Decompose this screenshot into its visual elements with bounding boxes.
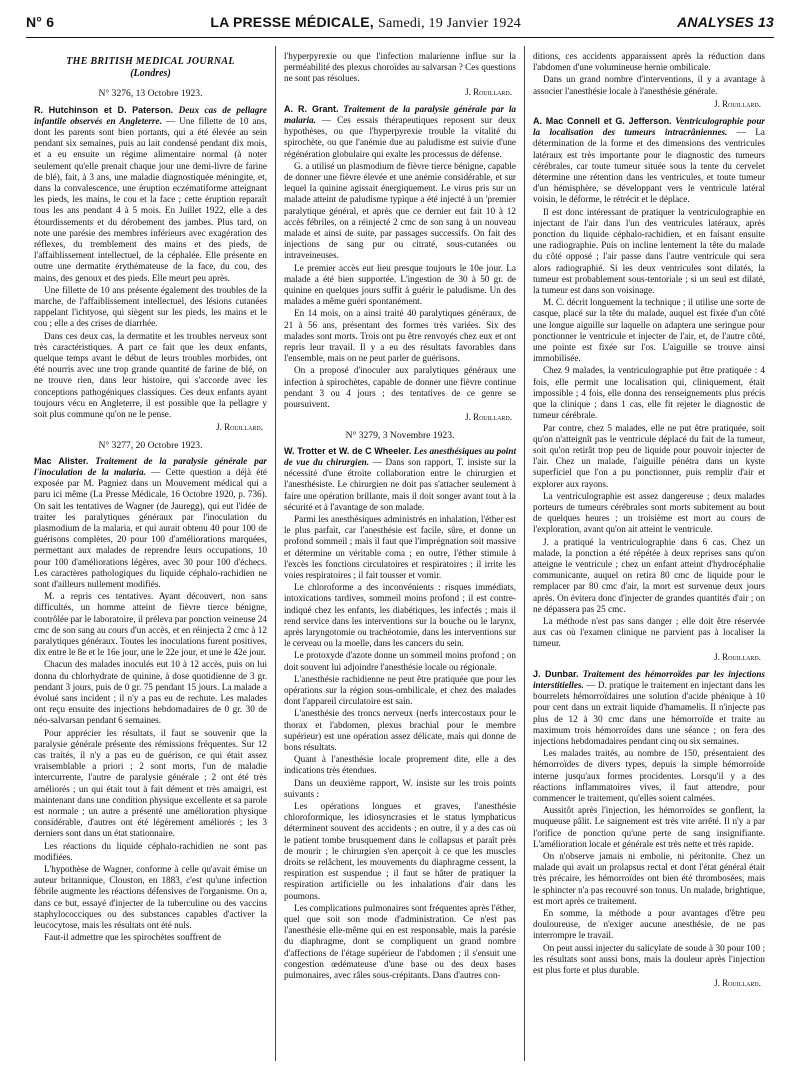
issue-date: Samedi, 19 Janvier 1924 (377, 16, 521, 31)
article-paragraph: Il est donc intéressant de pratiquer la ventriculographie en injectant de l'air dans l'un des ventricules latéraux, après ponction du liquide céphalo-rachidien, et en faisant ensuite une radiographie. Puis on incline lentement la tête du malade du côté opposé ; l'air passe dans l'autre ventricule qui sera alors radiographié. Si les deux ventricules sont dilatés, la tumeur est probablement sous-tentoriale ; si un seul est dilaté, la tumeur est dans son voisinage. (533, 206, 765, 296)
article-title: Traitement de la paralysie générale par l'inoculation de la malaria. (34, 455, 267, 477)
journal-name: LA PRESSE MÉDICALE, (210, 14, 374, 30)
article-paragraph: Faut-il admettre que les spirochètes souffrent de (44, 932, 221, 943)
article-paragraph: On n'observe jamais ni embolie, ni péritonite. Chez un malade qui avait un prolapsus rectal et dont l'état général était très précaire, les hémorroïdes ont bien été thrombosées, mais le sphincter n'a pas recouvré son tonus. Un malade, brightique, est mort après ce traitement. (533, 851, 765, 906)
article-paragraph: En 14 mois, on a ainsi traité 40 paralytiques généraux, de 21 à 56 ans, présentant des formes très variées. Six des malades sont morts. Trois ont pu être renvoyés chez eux et ont repris leur travail. Il y a eu des résultats favorables dans l'ensemble, mais on ne peut parler de guérisons. (284, 308, 516, 364)
column-2 (275, 46, 524, 1061)
article-paragraph: L'hypothèse de Wagner, conforme à celle qu'avait émise un auteur britannique, Clouston, en 1883, c'est qu'une infection fébrile augmente les réactions défensives de l'organisme. On a, dans ce but, essayé d'injecter de la tuberculine ou des vaccins staphylococciques ou des substances capables d'activer la leucocytose, mais les résultats ont été nuls. (34, 864, 267, 931)
article-paragraph (284, 446, 516, 513)
issue-heading: N° 3279, 3 Novembre 1923. (345, 429, 455, 441)
article-author: R. Hutchinson et D. Paterson. (34, 104, 174, 115)
article-author: W. Trotter et W. de C Wheeler. (284, 445, 412, 456)
article-title: Ventriculographie pour la localisation des tumeurs intracrâniennes. (533, 116, 766, 138)
article-paragraph: Le chloroforme a des inconvénients : risques immédiats, intoxications tardives, sommeil moins profond ; il est contre-indiqué chez les enfants, les diabétiques, les infectés ; mais il rend service dans les interventions sur la bouche ou le larynx, après laryngotomie ou trachéotomie, dans les interventions sur le cerveau ou la moelle, dans les cancers du sein. (284, 582, 516, 649)
article-paragraph (284, 104, 516, 160)
article-text: — Cette question a déjà été exposée par M. Pagniez dans un Mouvement médical qui a paru ici même (La Presse Médicale, 16 Octobre 1920, p. 736). On sait les tentatives de Wagner (de Jauregg), qui eut l'idée de traiter les paralytiques généraux par l'inoculation du plasmodium de la malaria, et qui aurait obtenu 40 pour 100 de guérisons complètes, 20 pour 100 d'améliorations marquées, permettant aux malades de reprendre leurs occupations, 10 pour 100 d'améliorations légères, avec 30 pour 100 d'échecs. Les caractères pathologiques du liquide céphalo-rachidien ne sont d'ailleurs nullement modifiés. (34, 466, 267, 589)
article-author: Mac Alister. (34, 455, 89, 466)
article-author: A. R. Grant. (284, 103, 339, 114)
article-paragraph: Parmi les anesthésiques administrés en inhalation, l'éther est le plus parfait, car l'anesthésie est facile, sûre, et donne un profond sommeil ; mais il faut que l'imprégnation soit massive et détermine un véritable coma ; en outre, l'éther stimule à l'excès les fonctions circulatoires et respiratoires ; il irrite les voies respiratoires ; il fait tousser et vomir. (284, 513, 516, 580)
article-author: J. Dunbar. (533, 668, 579, 679)
article-paragraph: Les malades traités, au nombre de 150, présentaient des hémorroïdes de divers types, depuis la simple hémorroïde interne jusqu'aux formes procidentes. Lorsqu'il y a des réactions inflammatoires vives, il faut attendre, pour commencer le traitement, qu'elles soient calmées. (533, 748, 765, 803)
article-text: — D. pratique le traitement en injectant dans les bourrelets hémorroïdaires une solution d'acide phénique à 10 pour cent dans un extrait liquide d'hamamelis. Il n'injecte pas plus de 12 à 30 cmc dans une hémorroïde et traite au maximum trois hémorroïdes dans une séance ; on fera des injections hebdomadaires pendant cinq ou six semaines. (533, 679, 765, 746)
article-paragraph: On a proposé d'inoculer aux paralytiques généraux une infection à spirochètes, capable de donner une fièvre continue pendant 3 ou 4 jours ; des tentatives de ce genre se poursuivent. (284, 365, 516, 410)
running-title (210, 14, 521, 32)
article-paragraph: La méthode n'est pas sans danger ; elle doit être réservée aux cas où l'examen clinique ne parvient pas à localiser la tumeur. (533, 615, 765, 649)
article-paragraph: M. C. décrit longuement la technique ; il utilise une sorte de casque, placé sur la tête du malade, auquel est fixée d'un côté une longue aiguille sur laquelle on adaptera une seringue pour ponctionner le ventricule et injecter de l'air, et, de l'autre côté, une pointe est fixée sur l'os. L'aiguille se trouve ainsi immobilisée. (533, 297, 765, 364)
article-paragraph: L'anesthésie des troncs nerveux (nerfs intercostaux pour le thorax et l'abdomen, plexus brachial pour le membre supérieur) est une opération assez délicate, mais qui donne de bons résultats. (284, 708, 516, 752)
article-paragraph (34, 105, 267, 284)
article-paragraph: l'hyperpyrexie ou que l'infection malarienne influe sur la perméabilité des plexus choroïdes au salvarsan ? Ces questions ne sont pas résolues. (284, 51, 516, 84)
article-paragraph: On peut aussi injecter du salicylate de soude à 30 pour 100 ; les résultats sont aussi bons, mais la douleur après l'injection est plus forte et plus durable. (533, 942, 765, 976)
article-title: Les anesthésiques au point de vue du chirurgien. (284, 445, 517, 467)
article-paragraph: Dans un grand nombre d'interventions, il y a avantage à associer l'anesthésie locale à l'anesthésie générale. (533, 74, 765, 96)
article-text: — Une fillette de 10 ans, dont les parents sont bien portants, qui a été élevée au sein pendant six semaines, puis au lait condensé pendant dix mois, et a eu ensuite un régime alimentaire normal (à noter seulement qu'elle prenait chaque jour une demi-livre de farine de blé), fait, à 3 ans, une maladie diagnostiquée méningite, et, dans la convalescence, une éruption eczématiforme atteignant les pieds, les mains, le cou et la face ; cette éruption reparaît tous les ans pendant 4 à 5 mois. En Juillet 1922, elle a des étourdissements et du dérobement des jambes. Plus tard, on note une parésie des membres inférieurs avec exagération des réflexes, du tremblement des mains et des pieds, de l'affaiblissement intellectuel, de la céphalée. Elle présente en outre une dermatite érythémateuse de la face, du cou, des mains, des genoux et des pieds. Elle meurt peu après. (34, 115, 267, 283)
column-3 (524, 46, 773, 1061)
article-paragraph: Les opérations longues et graves, l'anesthésie chloroformique, les idiosyncrasies et le status lymphaticus déterminent souvent des accidents ; en outre, il y a des cas où le patient tombe brusquement dans le collapsus et paraît près de mourir ; le chirurgien s'en aperçoit à ce que les muscles droits se relâchent, les mouvements du diaphragme cessent, la respiration est suspendue ; il faut se hâter de pratiquer la respiration artificielle ou les inhalations d'air dans les poumons. (284, 801, 516, 901)
signature: J. Rouillard. (714, 98, 761, 109)
article-paragraph: Quant à l'anesthésie locale proprement dite, elle a des indications très étendues. (284, 754, 516, 776)
article-paragraph (34, 456, 267, 590)
article-paragraph: Le premier accès eut lieu presque toujours le 10e jour. La malade a été bien supportée. L'ingestion de 30 à 50 gr. de quinine en quelques jours suffit à guérir le paludisme. Un des malades a même guéri spontanément. (284, 262, 516, 307)
column-1 (26, 46, 275, 1061)
article-paragraph: Pour apprécier les résultats, il faut se souvenir que la paralysie générale présente des rémissions fréquentes. Sur 12 cas traités, il n'y a pas eu de guérison, ce qui était assez vraisemblable a priori ; 2 sont morts, l'un de maladie intercurrente, l'autre de paralysie générale ; 2 ont été très améliorés ; un qui était tout à fait dément et très amaigri, est maintenant dans une condition physique excellente et sa parole est normale ; un autre a présenté une amélioration physique considérable, d'autres ont été légèrement améliorés ; les 3 derniers sont dans un état stationnaire. (34, 727, 267, 839)
article-text: — Ces essais thérapeutiques reposent sur deux hypothèses, ou que l'hyperpyrexie trouble la vitalité du spirochète, ou que l'anémie due au paludisme est suivie d'une régénération globulaire qui exalte les processus de défense. (284, 115, 516, 159)
article-paragraph: Le protoxyde d'azote donne un sommeil moins profond ; on doit souvent lui adjoindre l'anesthésie locale ou régionale. (284, 650, 516, 672)
page-header (26, 14, 774, 38)
source-journal: THE BRITISH MEDICAL JOURNAL (66, 56, 235, 67)
issue-number: N° 6 (26, 14, 55, 30)
article-paragraph: J. a pratiqué la ventriculographie dans 6 cas. Chez un malade, la ponction a été répétée à deux reprises sans qu'on atteigne le ventricule ; chez un enfant atteint d'hydrocéphalie communicante, auquel on retira 80 cmc de liquide pour le remplacer par 80 cmc d'air, la mort est survenue deux jours après. On évitera donc d'injecter de grandes quantités d'air ; on ne dépassera pas 25 cmc. (533, 536, 765, 614)
article-paragraph: Dans ces deux cas, la dermatite et les troubles nerveux sont très caractéristiques. A part ce fait que les deux enfants, quelque temps avant le début de leurs troubles morbides, ont été nourris avec une trop grande quantité de farine de blé, on ne trouve rien, dans leur histoire, qui s'accorde avec les conceptions pathogéniques classiques. Ces deux enfants ayant toujours vécu en Angleterre, il est possible que la pellagre y soit plus commune qu'on ne le pense. (34, 330, 267, 420)
article-paragraph: Les complications pulmonaires sont fréquentes après l'éther, quel que soit son mode d'administration. Ce n'est pas l'anesthésie elle-même qui en est responsable, mais la parésie du diaphragme, dont se compliquent un grand nombre d'affections de l'étage supérieur de l'abdomen ; il s'ensuit une congestion œdémateuse d'une base ou des deux bases pulmonaires, avec râles sous-crépitants. Dans d'autres con- (284, 902, 516, 981)
article-title: Deux cas de pellagre infantile observés en Angleterre. (34, 104, 268, 126)
issue-heading: N° 3277, 20 Octobre 1923. (98, 439, 203, 451)
article-paragraph: Les réactions du liquide céphalo-rachidien ne sont pas modifiées. (34, 840, 267, 862)
article-paragraph: G. a utilisé un plasmodium de fièvre tierce bénigne, capable de donner une fièvre élevée et une anémie considérable, et sur lequel la quinine agissait énergiquement. Le virus pris sur un malade atteint de paludisme typique a été injecté à un 'premier paralytique général, et après que ce dernier eut fait 10 à 12 accès fébriles, on a réinjecté 2 cmc de son sang à un nouveau malade et ainsi de suite, par passages successifs. On fait des injections de sang pur ou citraté, sous-cutanées ou intraveineuses. (284, 160, 516, 261)
article-paragraph: En somme, la méthode a pour avantages d'être peu douloureuse, de n'exiger aucune anesthésie, de ne pas interrompre le travail. (533, 908, 765, 941)
signature: J. Rouillard. (714, 978, 761, 989)
article-paragraph: M. a repris ces tentatives. Ayant découvert, non sans difficultés, un homme atteint de fièvre tierce bénigne, contrôlée par le laboratoire, il préleva par ponction veineuse 24 cmc de son sang au cours d'un accès, et en réinjecta 2 cmc à 12 paralytiques généraux. Toutes les inoculations furent positives, dix entre le 8e et le 16e jour, une le 22e jour, et une le 42e jour. (34, 591, 267, 658)
article-paragraph: Chacun des malades inoculés eut 10 à 12 accès, puis on lui donna du chlorhydrate de quinine, à dose quotidienne de 3 gr. pendant 3 jours, puis de 0 gr. 75 pendant 15 jours. La malade a évolué sans incident ; il n'y a pas eu de rechute. Les malades ont reçu ensuite des injections hebdomadaires de 0 gr. 30 de néo-salvarsan pendant 6 semaines. (34, 659, 267, 726)
article-title: Traitement des hémorroïdes par les injections interstitielles. (533, 668, 766, 690)
article-author: A. Mac Connell et G. Jefferson. (533, 116, 672, 127)
article-paragraph: Dans un deuxième rapport, W. insiste sur les trois points suivants : (284, 777, 516, 799)
article-paragraph: Chez 9 malades, la ventriculographie put être pratiquée : 4 fois, elle permit une localisation qui, cliniquement, était impossible ; 4 fois, elle donna des renseignements plus précis que la clinique ; dans 1 cas, elle fit rejeter le diagnostic de tumeur cérébrale. (533, 365, 765, 421)
article-text: — Dans son rapport, T. insiste sur la nécessité d'une étroite collaboration entre le chirurgien et l'anesthésiste. Le chirurgien ne doit pas s'attacher seulement à faire une opération brillante, mais il doit songer avant tout à la sécurité et à l'avantage de son malade. (284, 456, 516, 512)
article-title: Traitement de la paralysie générale par la malaria. (284, 103, 516, 126)
text-columns (26, 46, 774, 1061)
signature: J. Rouillard. (216, 422, 263, 433)
article-paragraph: ditions, ces accidents apparaissent après la réduction dans l'abdomen d'une volumineuse hernie ombilicale. (533, 51, 765, 73)
signature: J. Rouillard. (714, 651, 761, 662)
article-paragraph: Par contre, chez 5 malades, elle ne put être pratiquée, soit qu'on n'atteignît pas le ventricule déplacé du fait de la tumeur, soit qu'on retirât trop peu de liquide pour pouvoir injecter de l'air. Chez un malade, l'aiguille pénétra dans un kyste superficiel que l'on a pu ponctionner, puis remplir d'air et explorer aux rayons. (533, 422, 765, 489)
signature: J. Rouillard. (465, 412, 512, 423)
issue-heading: N° 3276, 13 Octobre 1923. (98, 88, 203, 100)
article-paragraph: La ventriculographie est assez dangereuse ; deux malades porteurs de tumeurs cérébrales sont morts subitement au bout de quelques heures ; un troisième est mort au cours de l'exploration, avant qu'on ait atteint le ventricule. (533, 490, 765, 535)
section-page: ANALYSES 13 (677, 14, 774, 30)
signature: J. Rouillard. (465, 86, 512, 97)
article-paragraph (533, 669, 765, 747)
source-city: (Londres) (130, 68, 171, 80)
article-paragraph (533, 116, 765, 206)
article-paragraph: Aussitôt après l'injection, les hémorroïdes se gonflent, la muqueuse pâlit. Le saignement est très vite arrêté. Il n'y a par l'orifice de ponction qu'une perte de sang insignifiante. L'amélioration locale et générale est très nette et très rapide. (533, 805, 765, 849)
article-text: — La détermination de la forme et des dimensions des ventricules latéraux est très importante pour le diagnostic des tumeurs cérébrales, car toute tumeur située sous la tente du cervelet détermine une rétention dans les ventricules, et toute tumeur d'un hémisphère, se développant vers le ventricule latéral voisin, le déforme, le rétrécit et le déplace. (533, 127, 765, 205)
article-paragraph: Une fillette de 10 ans présente également des troubles de la marche, de l'affaiblissement intellectuel, des lésions cutanées rappelant l'ichtyose, qui siègent sur les pieds, les mains et le cou ; elle a des crises de diarrhée. (34, 284, 267, 329)
article-paragraph: L'anesthésie rachidienne ne peut être pratiquée que pour les opérations sur la région sous-ombilicale, et chez des malades dont l'appareil circulatoire est sain. (284, 673, 516, 707)
